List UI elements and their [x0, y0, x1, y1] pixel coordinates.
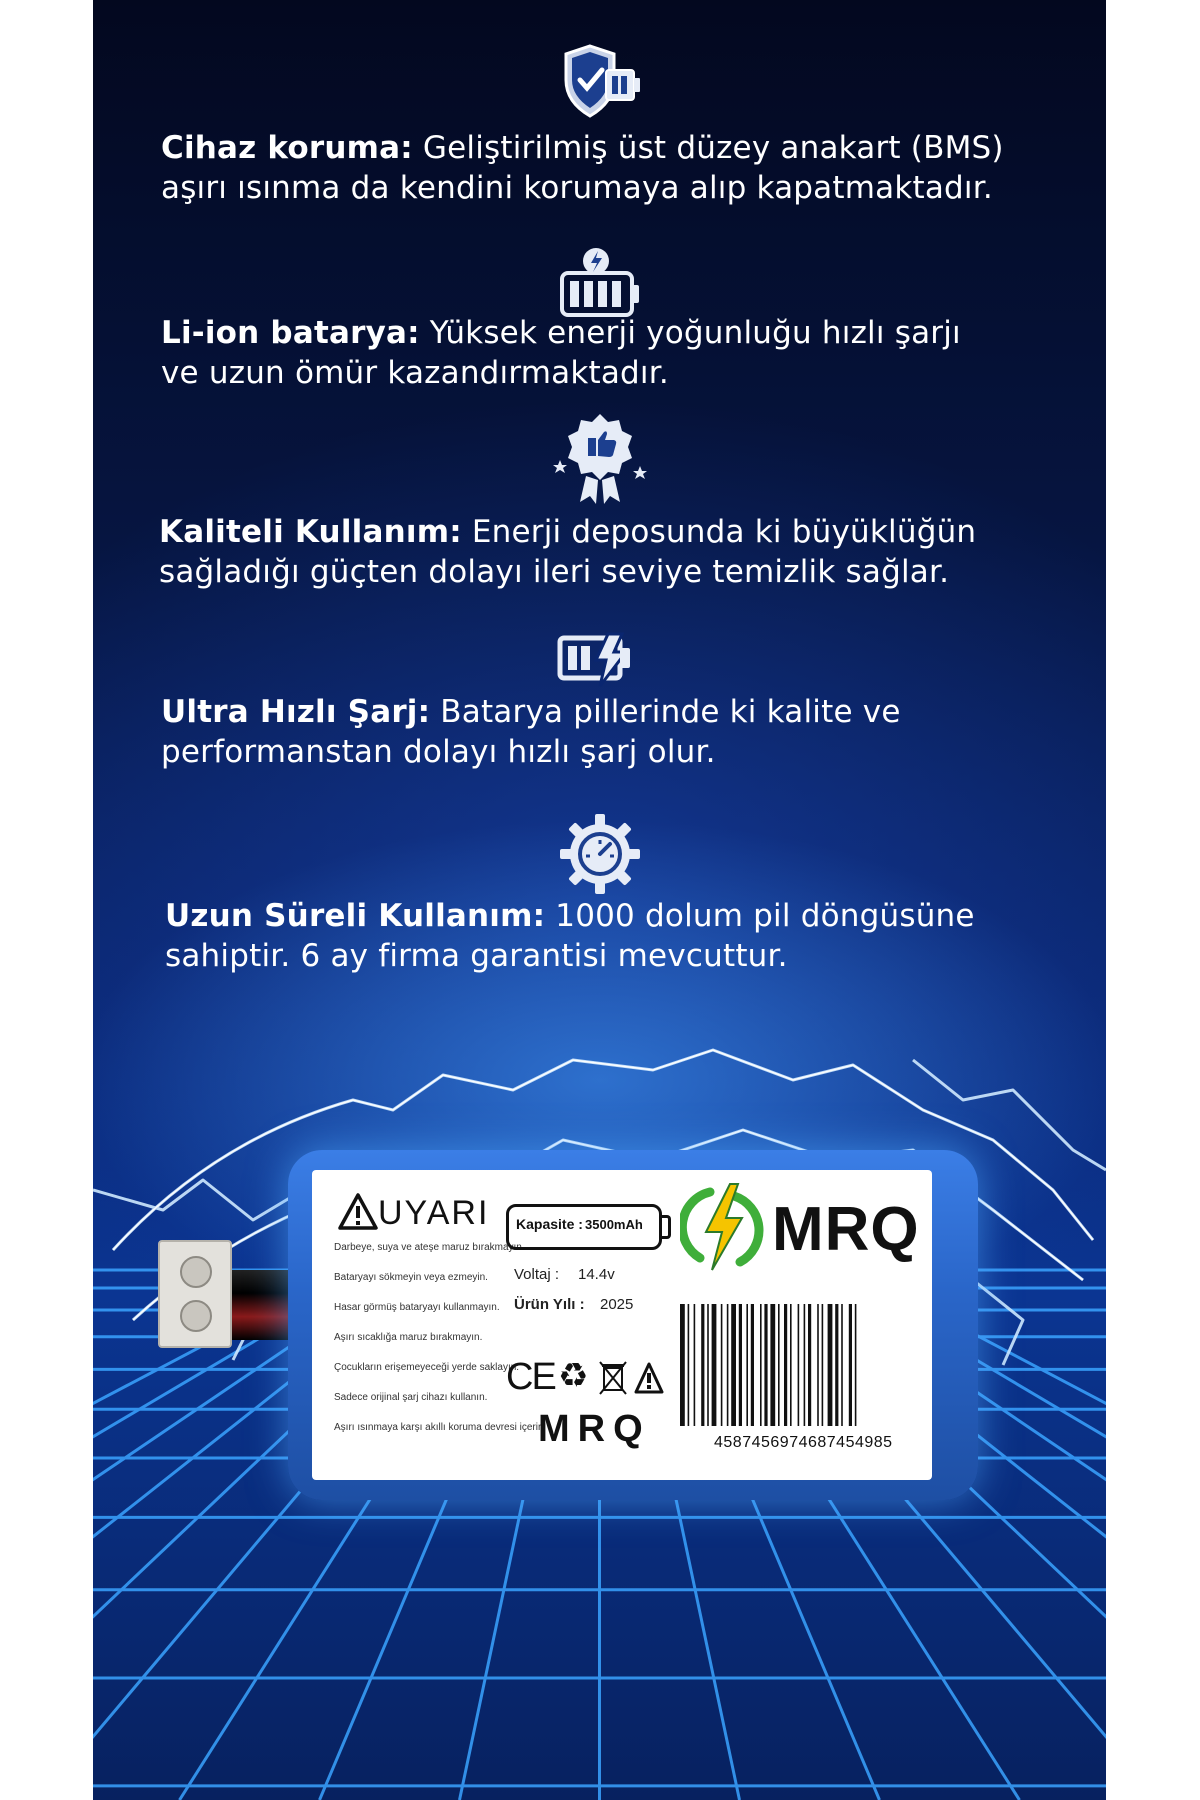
- barcode-bar: [680, 1304, 685, 1426]
- barcode-bar: [746, 1304, 748, 1426]
- warning-title: UYARI: [378, 1194, 490, 1232]
- weee-bin-icon: [598, 1358, 628, 1398]
- feature-desc-1: Enerji deposunda ki büyüklüğün: [461, 514, 977, 550]
- barcode-bar: [764, 1304, 767, 1426]
- warning-line: Darbeye, suya ve ateşe maruz bırakmayın.: [334, 1242, 525, 1253]
- barcode-bar: [808, 1304, 811, 1426]
- feature-desc-1: 1000 dolum pil döngüsüne: [545, 898, 975, 934]
- barcode-bar: [790, 1304, 792, 1426]
- voltage-value: 14.4v: [578, 1266, 615, 1283]
- year-label: Ürün Yılı :: [514, 1296, 585, 1313]
- warning-line: Hasar görmüş bataryayı kullanmayın.: [334, 1302, 500, 1313]
- caution-icon: [634, 1362, 664, 1396]
- warning-line: Aşırı sıcaklığa maruz bırakmayın.: [334, 1332, 483, 1343]
- feature-title: Li-ion batarya:: [161, 315, 420, 351]
- barcode-bar: [784, 1304, 787, 1426]
- gear-gauge-icon: [558, 812, 642, 896]
- barcode-bar: [707, 1304, 709, 1426]
- barcode-bar: [835, 1304, 838, 1426]
- feature-title: Uzun Süreli Kullanım:: [165, 898, 546, 934]
- product-poster: [93, 0, 1106, 1800]
- warning-line: Aşırı ısınmaya karşı akıllı koruma devresi içerir.: [334, 1422, 544, 1433]
- brand-name: MRQ: [772, 1195, 920, 1264]
- brand-small: MRQ: [538, 1408, 651, 1450]
- capacity-box: [506, 1204, 662, 1250]
- recycle-icon: ♻: [558, 1356, 589, 1396]
- feature-desc-1: Batarya pillerinde ki kalite ve: [430, 694, 901, 730]
- feature-text: [161, 692, 901, 772]
- brand-logo: [680, 1180, 920, 1276]
- barcode-bar: [688, 1304, 690, 1426]
- feature-desc-2: aşırı ısınma da kendini korumaya alıp kapatmaktadır.: [161, 170, 993, 206]
- barcode-bar: [804, 1304, 806, 1426]
- shield-battery-icon: [556, 40, 644, 128]
- barcode: [676, 1304, 926, 1426]
- feature-desc-1: Yüksek enerji yoğunluğu hızlı şarjı: [419, 315, 961, 351]
- warning-line: Bataryayı sökmeyin veya ezmeyin.: [334, 1272, 488, 1283]
- barcode-bar: [731, 1304, 736, 1426]
- barcode-bar: [849, 1304, 852, 1426]
- feature-desc-2: ve uzun ömür kazandırmaktadır.: [161, 355, 669, 391]
- certification-marks: [506, 1356, 666, 1400]
- ce-mark: CE: [506, 1356, 555, 1398]
- barcode-bar: [817, 1304, 819, 1426]
- barcode-bar: [855, 1304, 857, 1426]
- barcode-bar: [739, 1304, 742, 1426]
- battery-label: [312, 1170, 932, 1480]
- feature-text: [161, 313, 961, 393]
- barcode-bar: [798, 1304, 800, 1426]
- feature-desc-1: Geliştirilmiş üst düzey anakart (BMS): [412, 130, 1004, 166]
- barcode-bar: [712, 1304, 717, 1426]
- voltage-label: Voltaj :: [514, 1266, 560, 1283]
- warning-line: Çocukların erişemeyeceği yerde saklayın.: [334, 1362, 520, 1373]
- battery-pack: [288, 1150, 978, 1500]
- barcode-bar: [841, 1304, 843, 1426]
- warning-icon: [338, 1192, 378, 1232]
- fast-charge-icon: [556, 630, 644, 690]
- feature-desc-2: performanstan dolayı hızlı şarj olur.: [161, 734, 716, 770]
- connector-plug: [158, 1240, 298, 1380]
- barcode-bar: [828, 1304, 833, 1426]
- feature-desc-2: sağladığı güçten dolayı ileri seviye temizlik sağlar.: [159, 554, 950, 590]
- barcode-bar: [694, 1304, 696, 1426]
- barcode-bar: [727, 1304, 729, 1426]
- feature-desc-2: sahiptir. 6 ay firma garantisi mevcuttur.: [165, 938, 788, 974]
- capacity-label: Kapasite :: [516, 1216, 583, 1232]
- feature-title: Ultra Hızlı Şarj:: [161, 694, 431, 730]
- quality-award-icon: [552, 410, 648, 506]
- barcode-bar: [760, 1304, 762, 1426]
- feature-text: [161, 128, 1004, 208]
- capacity-value: 3500mAh: [585, 1217, 643, 1232]
- year-value: 2025: [600, 1296, 634, 1313]
- barcode-bar: [701, 1304, 704, 1426]
- lightning-logo-icon: [680, 1182, 764, 1272]
- barcode-number: 4587456974687454985: [714, 1434, 893, 1451]
- barcode-bar: [721, 1304, 723, 1426]
- feature-text: [159, 512, 976, 592]
- barcode-bar: [751, 1304, 754, 1426]
- feature-text: [165, 896, 975, 976]
- feature-title: Kaliteli Kullanım:: [159, 514, 462, 550]
- barcode-bar: [770, 1304, 775, 1426]
- feature-title: Cihaz koruma:: [161, 130, 413, 166]
- warning-line: Sadece orijinal şarj cihazı kullanın.: [334, 1392, 488, 1403]
- barcode-bar: [778, 1304, 780, 1426]
- barcode-bar: [822, 1304, 824, 1426]
